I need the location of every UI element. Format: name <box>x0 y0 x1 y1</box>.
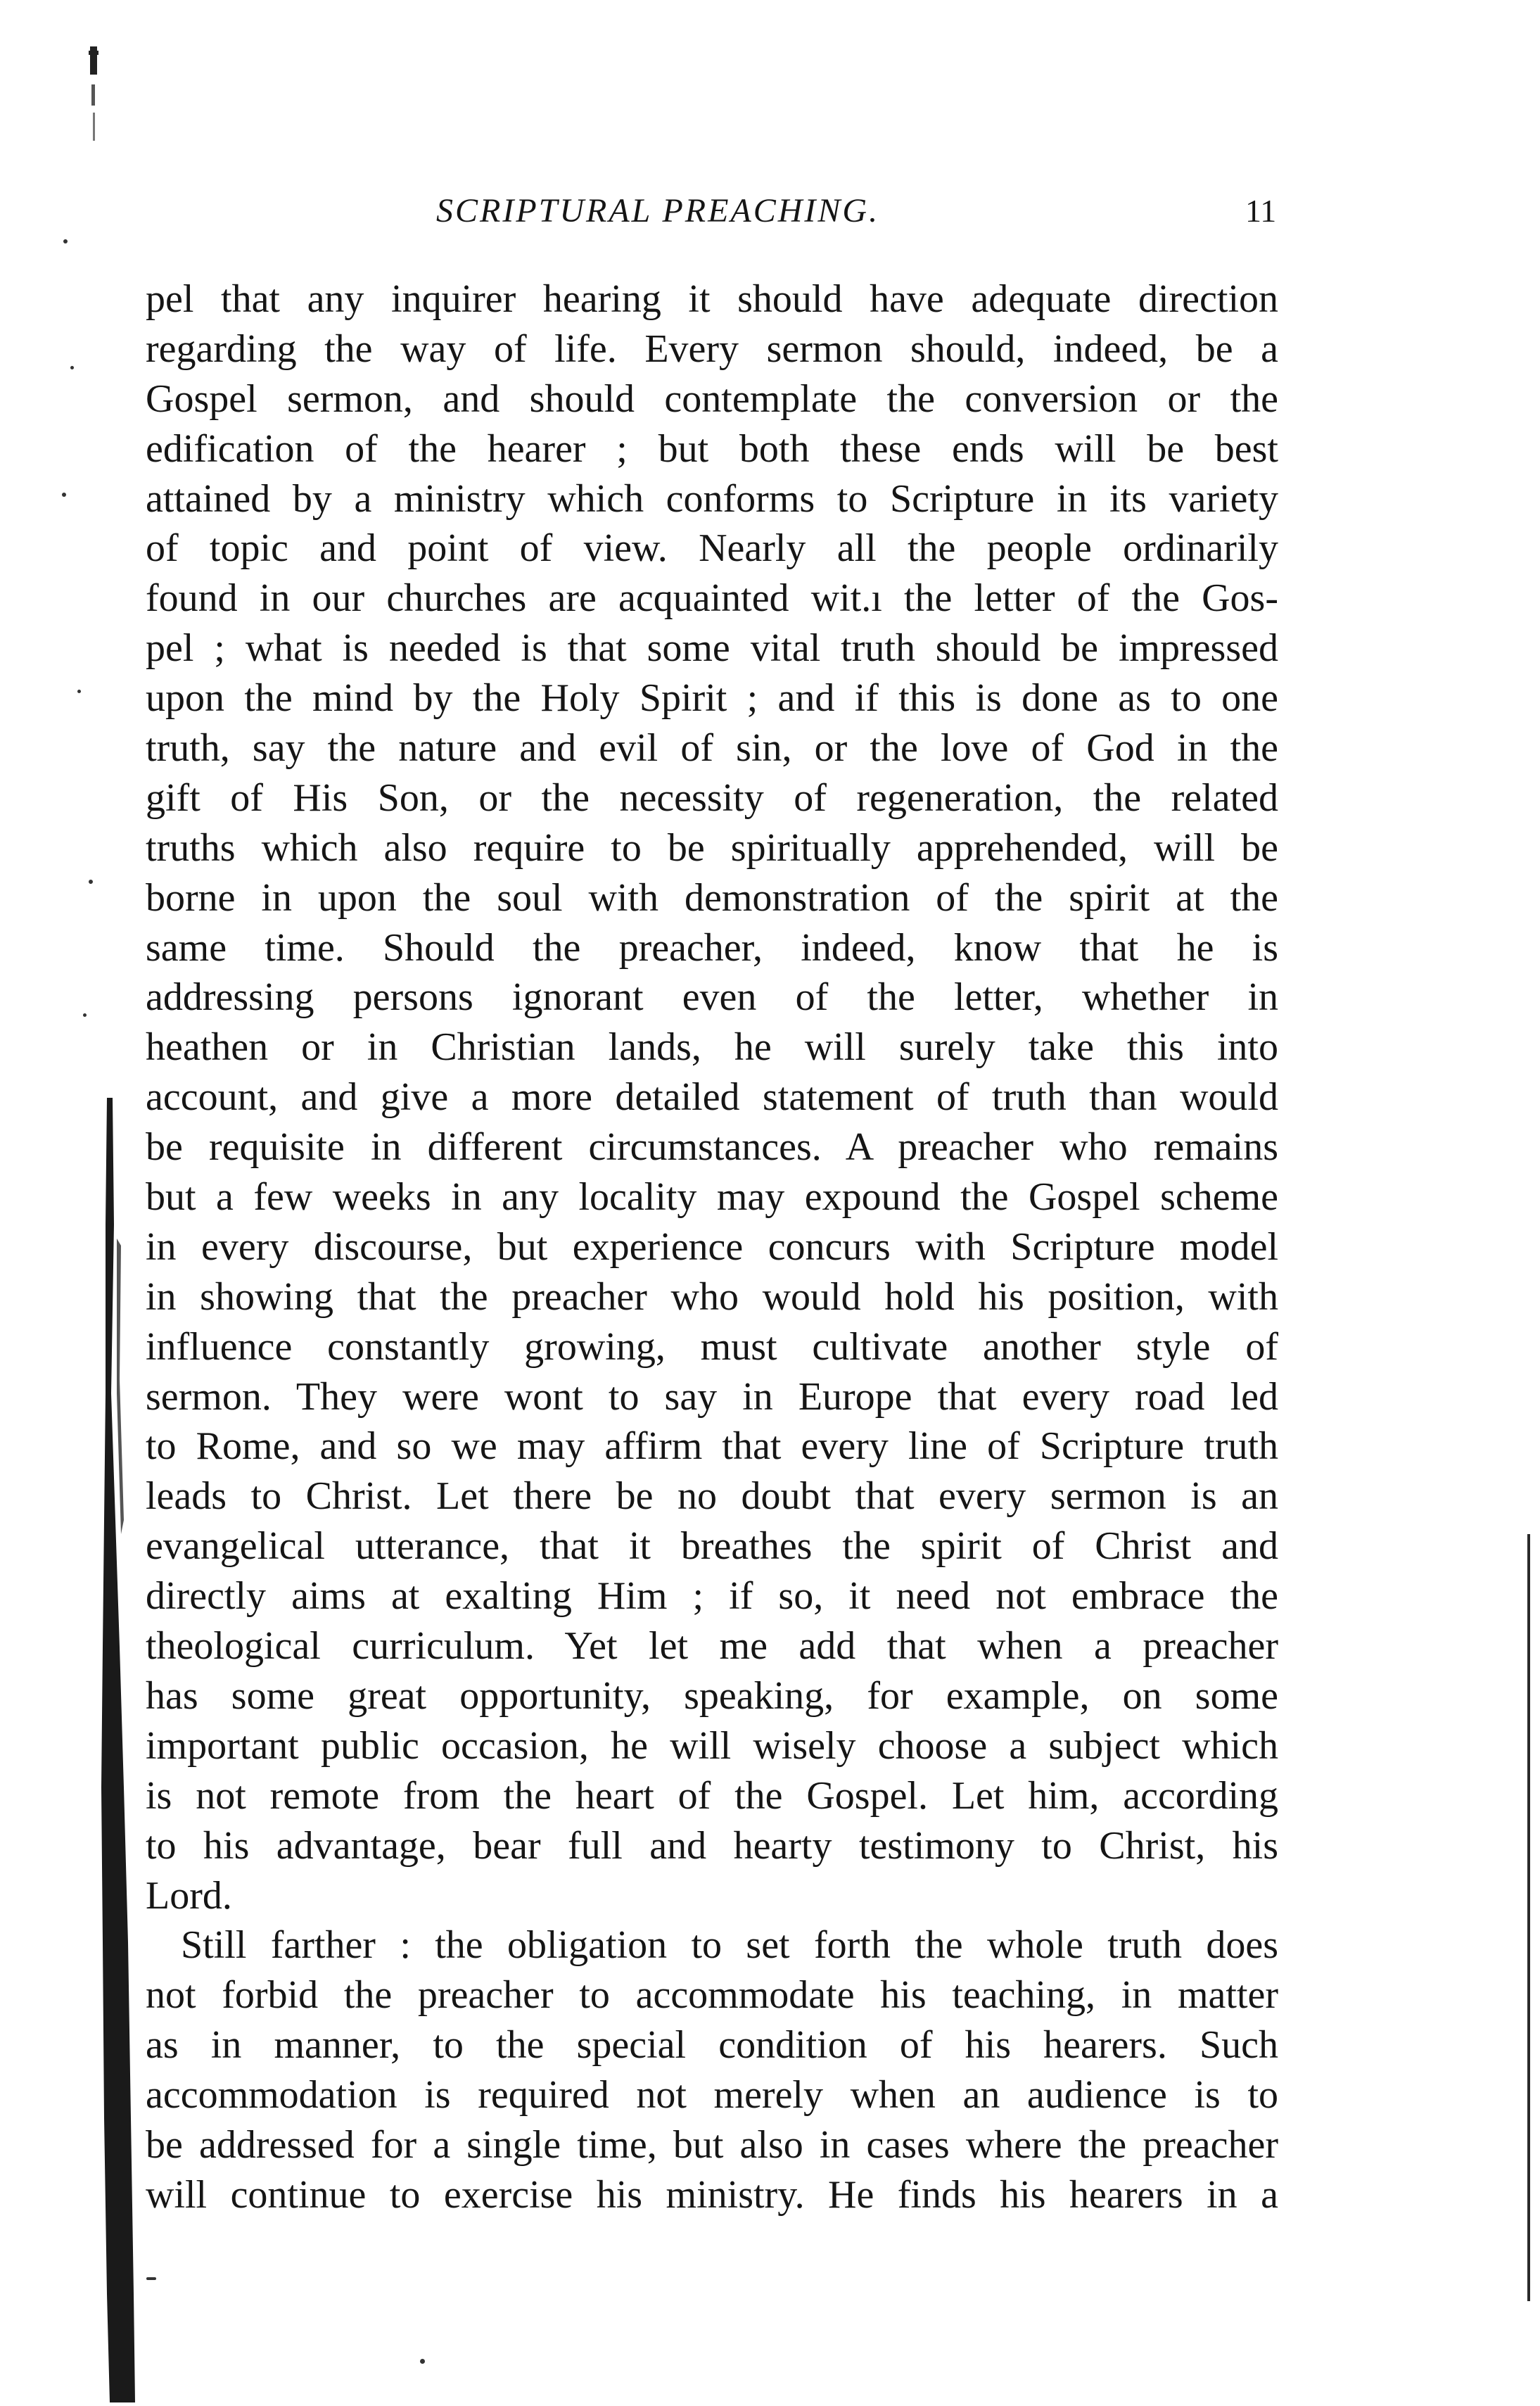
text-line: truths which also require to be spiritually apprehended, will be <box>146 825 1278 870</box>
text-line: theological curriculum. Yet let me add that when a preacher <box>146 1624 1278 1669</box>
text-line: found in our churches are acquainted wit.ı the letter of the Gos- <box>146 576 1278 621</box>
text-line: has some great opportunity, speaking, for example, on some <box>146 1673 1278 1718</box>
text-line: of topic and point of view. Nearly all the people ordinarily <box>146 526 1278 571</box>
text-line: sermon. They were wont to say in Europe that every road led <box>146 1374 1278 1419</box>
text-line: as in manner, to the special condition of his hearers. Such <box>146 2023 1278 2068</box>
text-line: be requisite in different circumstances. A preacher who remains <box>146 1125 1278 1170</box>
scan-speck <box>420 2359 425 2364</box>
text-line: directly aims at exalting Him ; if so, it need not embrace the <box>146 1574 1278 1619</box>
binding-shadow <box>93 1098 136 2402</box>
scan-artifact-icon <box>86 42 107 148</box>
running-title: SCRIPTURAL PREACHING. <box>436 192 880 229</box>
page-edge-icon <box>1525 1534 1532 2301</box>
text-line: gift of His Son, or the necessity of regeneration, the related <box>146 775 1278 820</box>
scan-artifact-mark <box>86 42 107 148</box>
page-number: 11 <box>1245 193 1277 229</box>
text-line: be addressed for a single time, but also in cases where the preacher <box>146 2122 1278 2167</box>
text-line: pel ; what is needed is that some vital truth should be impressed <box>146 626 1278 671</box>
text-line: heathen or in Christian lands, he will surely take this into <box>146 1025 1278 1070</box>
paragraph-end-line: Lord. <box>146 1873 232 1918</box>
text-line: accommodation is required not merely when an audience is to <box>146 2073 1278 2117</box>
text-line: same time. Should the preacher, indeed, know that he is <box>146 925 1278 970</box>
text-line: will continue to exercise his ministry. He finds his hearers in a <box>146 2172 1278 2217</box>
text-line: in showing that the preacher who would hold his position, with <box>146 1274 1278 1319</box>
text-line: to his advantage, bear full and hearty testimony to Christ, his <box>146 1823 1278 1868</box>
text-line: addressing persons ignorant even of the letter, whether in <box>146 975 1278 1020</box>
text-line: not forbid the preacher to accommodate his teaching, in matter <box>146 1973 1278 2018</box>
scan-speck <box>70 366 74 369</box>
text-line: is not remote from the heart of the Gospel. Let him, according <box>146 1773 1278 1818</box>
text-line: attained by a ministry which conforms to Scripture in its variety <box>146 476 1278 521</box>
page-edge-line <box>1525 1534 1532 2301</box>
text-line: borne in upon the soul with demonstration of the spirit at the <box>146 875 1278 920</box>
scan-speck <box>63 239 68 243</box>
scan-speck <box>62 493 66 497</box>
text-line: Gospel sermon, and should contemplate the conversion or the <box>146 376 1278 421</box>
text-line: to Rome, and so we may affirm that every line of Scripture truth <box>146 1424 1278 1469</box>
scan-speck <box>89 880 93 884</box>
text-line: but a few weeks in any locality may expound the Gospel scheme <box>146 1175 1278 1220</box>
text-line: truth, say the nature and evil of sin, or the love of God in the <box>146 726 1278 771</box>
text-line: important public occasion, he will wisely choose a subject which <box>146 1723 1278 1768</box>
body-text <box>146 274 1278 2220</box>
scan-speck <box>83 1013 87 1017</box>
text-line: regarding the way of life. Every sermon should, indeed, be a <box>146 327 1278 371</box>
binding-edge-icon <box>93 1098 136 2402</box>
scan-speck <box>77 690 81 693</box>
paragraph-start-line: Still farther : the obligation to set forth the whole truth does <box>181 1923 1278 1968</box>
text-line: account, and give a more detailed statement of truth than would <box>146 1075 1278 1120</box>
text-line: upon the mind by the Holy Spirit ; and if this is done as to one <box>146 676 1278 721</box>
text-line: in every discourse, but experience concurs with Scripture model <box>146 1224 1278 1269</box>
scan-speck <box>146 2277 156 2280</box>
text-line: pel that any inquirer hearing it should have adequate direction <box>146 277 1278 321</box>
text-line: leads to Christ. Let there be no doubt that every sermon is an <box>146 1474 1278 1519</box>
text-line: influence constantly growing, must cultivate another style of <box>146 1324 1278 1369</box>
running-header <box>0 190 1540 232</box>
text-line: evangelical utterance, that it breathes the spirit of Christ and <box>146 1524 1278 1569</box>
text-line: edification of the hearer ; but both these ends will be best <box>146 426 1278 471</box>
